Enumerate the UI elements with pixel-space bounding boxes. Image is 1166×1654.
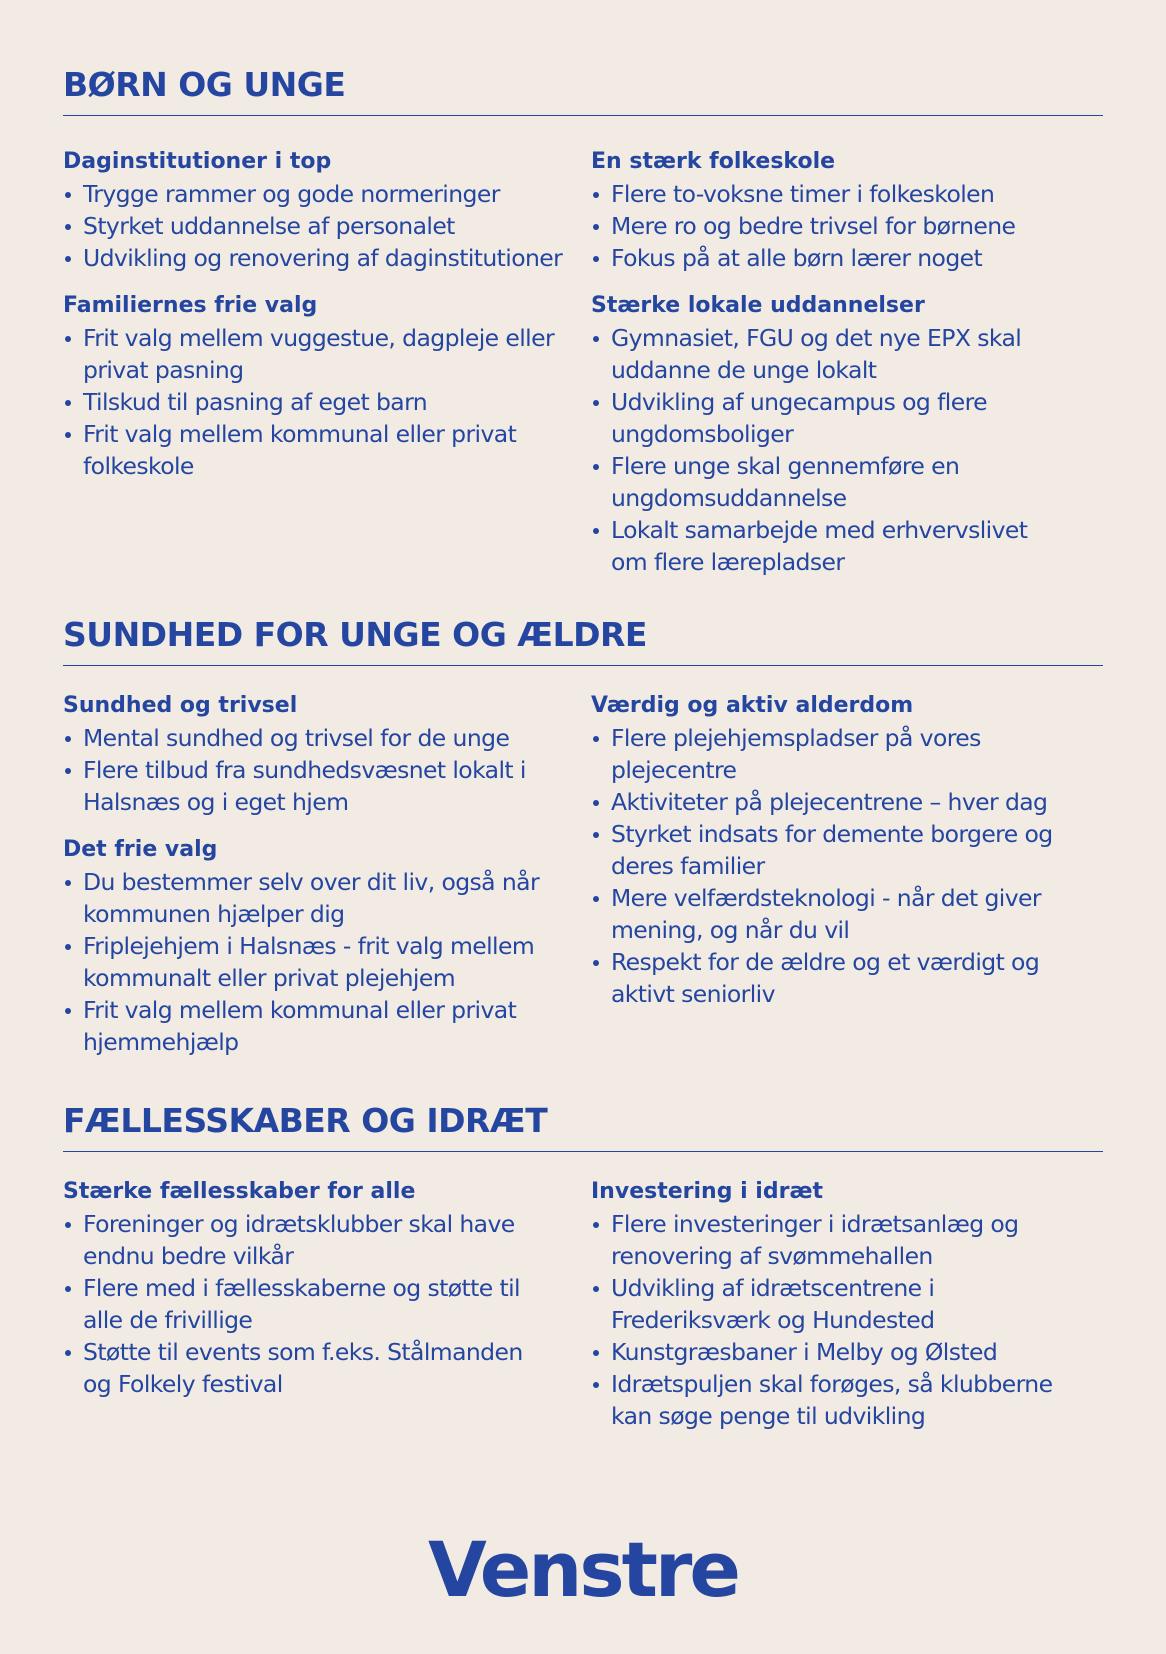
bullet-item — [63, 994, 591, 1058]
bullet-line: Halsnæs og i eget hjem — [83, 788, 349, 816]
group-title: Stærke fællesskaber for alle — [63, 1179, 416, 1204]
bullet-list — [63, 178, 591, 274]
bullet-line: Udvikling af idrætscentrene i — [611, 1274, 935, 1302]
right-column — [591, 146, 1103, 594]
bullet-item — [591, 514, 1103, 578]
bullet-item — [591, 178, 1103, 210]
bullet-group — [63, 690, 591, 818]
bullet-line: Udvikling af ungecampus og flere — [611, 388, 987, 416]
bullet-item — [63, 722, 591, 754]
bullet-item — [63, 386, 591, 418]
bullet-line: Støtte til events som f.eks. Stålmanden — [83, 1338, 523, 1366]
bullet-list — [63, 866, 591, 1058]
bullet-list — [591, 1208, 1103, 1432]
group-title: Værdig og aktiv alderdom — [591, 693, 914, 718]
bullet-line: endnu bedre vilkår — [83, 1242, 294, 1270]
bullet-line: uddanne de unge lokalt — [611, 356, 877, 384]
bullet-item — [591, 450, 1103, 514]
bullet-line: Flere to-voksne timer i folkeskolen — [611, 180, 995, 208]
group-title: Familiernes frie valg — [63, 293, 318, 318]
bullet-item — [63, 242, 591, 274]
bullet-line: Flere tilbud fra sundhedsvæsnet lokalt i — [83, 756, 526, 784]
bullet-item — [63, 866, 591, 930]
right-column — [591, 690, 1103, 1074]
bullet-group — [591, 290, 1103, 578]
left-column — [63, 1176, 591, 1448]
left-column — [63, 146, 591, 594]
bullet-line: Du bestemmer selv over dit liv, også når — [83, 868, 540, 896]
bullet-line: Flere investeringer i idrætsanlæg og — [611, 1210, 1019, 1238]
bullet-item — [591, 242, 1103, 274]
group-title: Sundhed og trivsel — [63, 693, 298, 718]
bullet-line: Respekt for de ældre og et værdigt og — [611, 948, 1040, 976]
bullet-group — [63, 290, 591, 482]
bullet-group — [63, 146, 591, 274]
bullet-list — [591, 178, 1103, 274]
bullet-line: ungdomsboliger — [611, 420, 794, 448]
bullet-line: Flere med i fællesskaberne og støtte til — [83, 1274, 520, 1302]
bullet-item — [63, 1336, 591, 1400]
bullet-line: Frit valg mellem kommunal eller privat — [83, 996, 517, 1024]
bullet-line: kommunalt eller privat plejehjem — [83, 964, 456, 992]
bullet-line: Idrætspuljen skal forøges, så klubberne — [611, 1370, 1053, 1398]
bullet-group — [591, 690, 1103, 1010]
bullet-item — [591, 722, 1103, 786]
bullet-line: Flere unge skal gennemføre en — [611, 452, 960, 480]
bullet-item — [591, 322, 1103, 386]
section-title: SUNDHED FOR UNGE OG ÆLDRE — [63, 615, 1103, 666]
section-title: FÆLLESSKABER OG IDRÆT — [63, 1101, 1103, 1152]
bullet-item — [63, 930, 591, 994]
bullet-line: Friplejehjem i Halsnæs - frit valg mellem — [83, 932, 535, 960]
bullet-line: Flere plejehjemspladser på vores — [611, 724, 981, 752]
bullet-item — [63, 178, 591, 210]
bullet-line: Frit valg mellem kommunal eller privat — [83, 420, 517, 448]
bullet-line: Kunstgræsbaner i Melby og Ølsted — [611, 1338, 998, 1366]
bullet-item — [63, 210, 591, 242]
bullet-line: Mere velfærdsteknologi - når det giver — [611, 884, 1041, 912]
right-column — [591, 1176, 1103, 1448]
bullet-group — [591, 146, 1103, 274]
bullet-line: Mere ro og bedre trivsel for børnene — [611, 212, 1016, 240]
bullet-line: aktivt seniorliv — [611, 980, 775, 1008]
group-title: Investering i idræt — [591, 1179, 824, 1204]
bullet-item — [63, 754, 591, 818]
bullet-item — [591, 818, 1103, 882]
bullet-line: plejecentre — [611, 756, 737, 784]
bullet-line: Trygge rammer og gode normeringer — [83, 180, 500, 208]
bullet-item — [63, 418, 591, 482]
bullet-list — [591, 722, 1103, 1010]
bullet-line: privat pasning — [83, 356, 244, 384]
bullet-line: alle de frivillige — [83, 1306, 253, 1334]
bullet-line: mening, og når du vil — [611, 916, 850, 944]
bullet-item — [591, 882, 1103, 946]
bullet-line: hjemmehjælp — [83, 1028, 239, 1056]
bullet-list — [63, 1208, 591, 1400]
venstre-logo: Venstre — [428, 1525, 738, 1614]
bullet-line: Foreninger og idrætsklubber skal have — [83, 1210, 515, 1238]
bullet-item — [591, 1336, 1103, 1368]
bullet-line: om flere lærepladser — [611, 548, 845, 576]
bullet-list — [591, 322, 1103, 578]
bullet-item — [591, 946, 1103, 1010]
bullet-line: Lokalt samarbejde med erhvervslivet — [611, 516, 1028, 544]
bullet-list — [63, 722, 591, 818]
bullet-line: Styrket indsats for demente borgere og — [611, 820, 1053, 848]
bullet-line: ungdomsuddannelse — [611, 484, 847, 512]
section-sundhed — [63, 615, 1103, 1074]
group-title: En stærk folkeskole — [591, 149, 836, 174]
bullet-group — [63, 1176, 591, 1400]
bullet-line: Styrket uddannelse af personalet — [83, 212, 455, 240]
bullet-line: deres familier — [611, 852, 765, 880]
bullet-line: Gymnasiet, FGU og det nye EPX skal — [611, 324, 1022, 352]
bullet-line: Mental sundhed og trivsel for de unge — [83, 724, 510, 752]
bullet-list — [63, 322, 591, 482]
section-faellesskaber — [63, 1101, 1103, 1448]
bullet-group — [591, 1176, 1103, 1432]
bullet-line: renovering af svømmehallen — [611, 1242, 933, 1270]
bullet-group — [63, 834, 591, 1058]
group-title: Det frie valg — [63, 837, 218, 862]
bullet-line: kommunen hjælper dig — [83, 900, 345, 928]
left-column — [63, 690, 591, 1074]
section-born-og-unge — [63, 65, 1103, 594]
bullet-item — [591, 386, 1103, 450]
bullet-line: Frederiksværk og Hundested — [611, 1306, 935, 1334]
bullet-line: Fokus på at alle børn lærer noget — [611, 244, 983, 272]
bullet-line: Udvikling og renovering af daginstitutioner — [83, 244, 563, 272]
section-title: BØRN OG UNGE — [63, 65, 1103, 116]
bullet-line: kan søge penge til udvikling — [611, 1402, 926, 1430]
bullet-line: Aktiviteter på plejecentrene – hver dag — [611, 788, 1048, 816]
bullet-item — [63, 1208, 591, 1272]
bullet-item — [591, 1272, 1103, 1336]
bullet-line: Tilskud til pasning af eget barn — [83, 388, 428, 416]
bullet-item — [591, 1208, 1103, 1272]
bullet-line: Frit valg mellem vuggestue, dagpleje eller — [83, 324, 555, 352]
bullet-line: og Folkely festival — [83, 1370, 283, 1398]
bullet-item — [63, 322, 591, 386]
bullet-line: folkeskole — [83, 452, 194, 480]
bullet-item — [591, 1368, 1103, 1432]
bullet-item — [591, 786, 1103, 818]
group-title: Daginstitutioner i top — [63, 149, 332, 174]
bullet-item — [591, 210, 1103, 242]
group-title: Stærke lokale uddannelser — [591, 293, 925, 318]
bullet-item — [63, 1272, 591, 1336]
